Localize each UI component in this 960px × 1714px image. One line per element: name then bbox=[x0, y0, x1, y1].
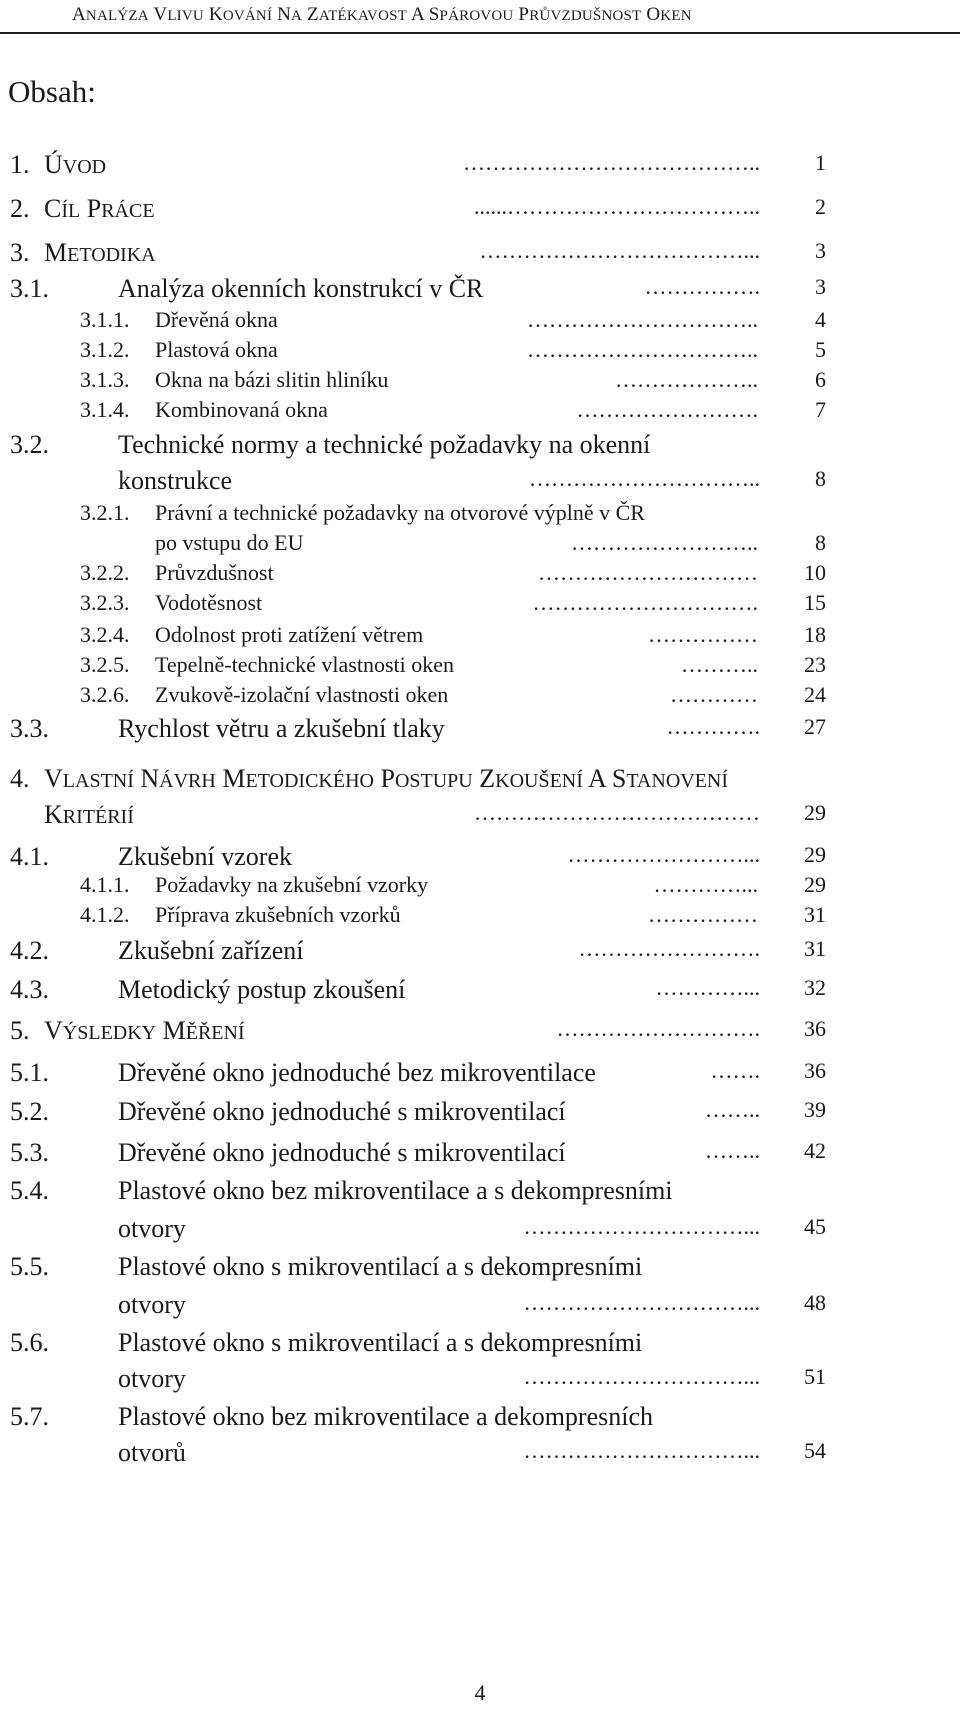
toc-leader-dots: ………………………. bbox=[556, 1016, 760, 1041]
toc-leader-dots: ……………………... bbox=[567, 842, 760, 867]
toc-entry-label: Plastové okno s mikroventilací a s dekompresními bbox=[118, 1328, 643, 1357]
toc-leader-dots: ……….. bbox=[681, 652, 758, 677]
toc-page-number: 15 bbox=[804, 590, 826, 615]
toc-leader-dots: ………………………………… bbox=[474, 800, 760, 825]
toc-entry-label: Analýza okenních konstrukcí v ČR bbox=[118, 274, 484, 303]
toc-entry-number: 3.2.1. bbox=[80, 500, 130, 525]
toc-entry-label: Dřevěné okno jednoduché bez mikroventilace bbox=[118, 1058, 596, 1087]
toc-entry-label: po vstupu do EU bbox=[155, 530, 304, 555]
toc-entry-label: Dřevěná okna bbox=[155, 307, 278, 332]
toc-entry-number: 5.1. bbox=[10, 1058, 49, 1087]
toc-entry-number: 5. bbox=[10, 1016, 30, 1045]
toc-entry[interactable] bbox=[0, 714, 960, 750]
toc-entry-number: 3.2.3. bbox=[80, 590, 130, 615]
toc-page-number: 2 bbox=[815, 194, 826, 219]
toc-entry-number: 3. bbox=[10, 238, 30, 267]
toc-leader-dots: …………. bbox=[666, 714, 760, 739]
toc-leader-dots: …………… bbox=[648, 622, 758, 647]
toc-title: Obsah: bbox=[8, 74, 96, 109]
toc-entry-label: konstrukce bbox=[118, 466, 233, 495]
toc-page-number: 48 bbox=[804, 1290, 826, 1315]
toc-entry-number: 3.2.5. bbox=[80, 652, 130, 677]
toc-page-number: 4 bbox=[815, 307, 826, 332]
toc-entry-number: 5.5. bbox=[10, 1252, 49, 1281]
toc-entry-number: 3.2. bbox=[10, 430, 49, 459]
toc-entry-number: 5.2. bbox=[10, 1097, 49, 1126]
toc-entry[interactable] bbox=[0, 800, 960, 836]
toc-entry-label: KRITÉRIÍ bbox=[44, 800, 134, 829]
toc-entry-label: VÝSLEDKY MĚŘENÍ bbox=[44, 1016, 245, 1045]
toc-page-number: 54 bbox=[804, 1438, 826, 1463]
toc-entry-label: Příprava zkušebních vzorků bbox=[155, 902, 401, 927]
toc-entry-label: otvory bbox=[118, 1214, 186, 1243]
toc-page-number: 6 bbox=[815, 367, 826, 392]
toc-entry[interactable] bbox=[0, 1364, 960, 1400]
toc-entry-number: 3.2.2. bbox=[80, 560, 130, 585]
toc-leader-dots: ………………………….. bbox=[527, 337, 758, 362]
toc-leader-dots: ………………………….. bbox=[527, 307, 758, 332]
toc-entry-label: Požadavky na zkušební vzorky bbox=[155, 872, 429, 897]
toc-leader-dots: ………………………….. bbox=[529, 466, 760, 491]
toc-page-number: 1 bbox=[815, 150, 826, 175]
toc-page-number: 18 bbox=[804, 622, 826, 647]
running-title: ANALÝZA VLIVU KOVÁNÍ NA ZATÉKAVOST A SPÁROVOU PRŮVZDUŠNOST OKEN bbox=[72, 4, 692, 25]
toc-page-number: 32 bbox=[804, 975, 826, 1000]
toc-leader-dots: …………… bbox=[648, 902, 758, 927]
toc-entry[interactable] bbox=[0, 1176, 960, 1212]
toc-entry-number: 4.2. bbox=[10, 936, 49, 965]
toc-page-number: 23 bbox=[804, 652, 826, 677]
toc-page-number: 24 bbox=[804, 682, 826, 707]
toc-entry-number: 4.1.2. bbox=[80, 902, 130, 927]
toc-leader-dots: …………………………... bbox=[523, 1290, 760, 1315]
toc-entry[interactable] bbox=[0, 1214, 960, 1250]
toc-entry-number: 3.1. bbox=[10, 274, 49, 303]
toc-leader-dots: ……………….. bbox=[615, 367, 758, 392]
toc-entry-label: Metodický postup zkoušení bbox=[118, 975, 406, 1004]
toc-entry-number: 5.7. bbox=[10, 1402, 49, 1431]
toc-entry-label: Dřevěné okno jednoduché s mikroventilací bbox=[118, 1138, 566, 1167]
toc-entry-label: Plastové okno bez mikroventilace a dekompresních bbox=[118, 1402, 654, 1431]
toc-leader-dots: …………………………... bbox=[523, 1364, 760, 1389]
toc-entry-label: ÚVOD bbox=[44, 150, 107, 179]
toc-entry[interactable] bbox=[0, 1058, 960, 1094]
toc-entry[interactable] bbox=[0, 682, 960, 718]
toc-entry-label: Zkušební zařízení bbox=[118, 936, 304, 965]
toc-leader-dots: …………... bbox=[655, 975, 760, 1000]
toc-entry-label: CÍL PRÁCE bbox=[44, 194, 155, 223]
toc-entry-label: Plastová okna bbox=[155, 337, 278, 362]
toc-leader-dots: …….. bbox=[705, 1097, 760, 1122]
toc-entry-label: Rychlost větru a zkušební tlaky bbox=[118, 714, 445, 743]
toc-page-number: 10 bbox=[804, 560, 826, 585]
toc-entry[interactable] bbox=[0, 150, 960, 186]
toc-leader-dots: ………………………… bbox=[538, 560, 758, 585]
toc-leader-dots: ……………………. bbox=[576, 397, 758, 422]
toc-entry-label: METODIKA bbox=[44, 238, 156, 267]
toc-entry-label: otvory bbox=[118, 1290, 186, 1319]
toc-leader-dots: ………… bbox=[670, 682, 758, 707]
toc-entry[interactable] bbox=[0, 1328, 960, 1364]
toc-entry-number: 3.1.1. bbox=[80, 307, 130, 332]
toc-page-number: 8 bbox=[815, 530, 826, 555]
toc-entry-label: Technické normy a technické požadavky na okenní bbox=[118, 430, 651, 459]
toc-entry-number: 4.3. bbox=[10, 975, 49, 1004]
toc-entry[interactable] bbox=[0, 1438, 960, 1474]
toc-entry-label: Zkušební vzorek bbox=[118, 842, 293, 871]
toc-leader-dots: …….. bbox=[705, 1138, 760, 1163]
toc-entry-label: Průvzdušnost bbox=[155, 560, 274, 585]
toc-entry-number: 2. bbox=[10, 194, 30, 223]
toc-leader-dots: …………... bbox=[653, 872, 758, 897]
toc-entry-number: 4.1. bbox=[10, 842, 49, 871]
toc-entry-label: otvorů bbox=[118, 1438, 186, 1467]
toc-entry[interactable] bbox=[0, 1016, 960, 1052]
toc-entry-number: 3.2.4. bbox=[80, 622, 130, 647]
toc-leader-dots: …………………………. bbox=[532, 590, 758, 615]
toc-entry[interactable] bbox=[0, 902, 960, 938]
toc-leader-dots: ......…………………………….. bbox=[474, 194, 760, 219]
toc-entry-label: Okna na bázi slitin hliníku bbox=[155, 367, 389, 392]
toc-entry[interactable] bbox=[0, 274, 960, 310]
toc-entry[interactable] bbox=[0, 1138, 960, 1174]
toc-entry[interactable] bbox=[0, 936, 960, 972]
toc-entry-number: 5.4. bbox=[10, 1176, 49, 1205]
toc-entry[interactable] bbox=[0, 238, 960, 274]
toc-leader-dots: ……………. bbox=[644, 274, 760, 299]
toc-entry[interactable] bbox=[0, 975, 960, 1011]
toc-leader-dots: ……. bbox=[710, 1058, 760, 1083]
toc-entry-label: Vodotěsnost bbox=[155, 590, 263, 615]
toc-page-number: 29 bbox=[804, 872, 826, 897]
toc-leader-dots: ………………………………….. bbox=[463, 150, 760, 175]
toc-entry-label: Plastové okno s mikroventilací a s dekompresními bbox=[118, 1252, 643, 1281]
toc-leader-dots: …………………………... bbox=[523, 1214, 760, 1239]
toc-page-number: 42 bbox=[804, 1138, 826, 1163]
toc-entry-number: 3.2.6. bbox=[80, 682, 130, 707]
toc-entry-label: Právní a technické požadavky na otvorové výplně v ČR bbox=[155, 500, 645, 525]
toc-entry[interactable] bbox=[0, 1290, 960, 1326]
toc-entry-label: VLASTNÍ NÁVRH METODICKÉHO POSTUPU ZKOUŠENÍ A STANOVENÍ bbox=[44, 764, 729, 793]
toc-page-number: 31 bbox=[804, 936, 826, 961]
toc-entry[interactable] bbox=[0, 590, 960, 626]
toc-page-number: 45 bbox=[804, 1214, 826, 1239]
toc-page-number: 8 bbox=[815, 466, 826, 491]
toc-entry-label: Kombinovaná okna bbox=[155, 397, 328, 422]
toc-entry[interactable] bbox=[0, 1402, 960, 1438]
toc-entry-number: 1. bbox=[10, 150, 30, 179]
toc-page-number: 3 bbox=[815, 274, 826, 299]
toc-page-number: 29 bbox=[804, 800, 826, 825]
toc-entry[interactable] bbox=[0, 397, 960, 433]
toc-entry-number: 3.1.3. bbox=[80, 367, 130, 392]
toc-entry-number: 3.3. bbox=[10, 714, 49, 743]
toc-entry-label: Odolnost proti zatížení větrem bbox=[155, 622, 424, 647]
toc-page-number: 31 bbox=[804, 902, 826, 927]
toc-leader-dots: ………………………………... bbox=[479, 238, 760, 263]
toc-entry[interactable] bbox=[0, 430, 960, 466]
toc-leader-dots: …………………………... bbox=[523, 1438, 760, 1463]
page-number: 4 bbox=[474, 1680, 486, 1705]
toc-entry-label: Tepelně-technické vlastnosti oken bbox=[155, 652, 455, 677]
toc-page-number: 7 bbox=[815, 397, 826, 422]
toc-entry-number: 4.1.1. bbox=[80, 872, 130, 897]
toc-page-number: 51 bbox=[804, 1364, 826, 1389]
toc-entry-label: Plastové okno bez mikroventilace a s dekompresními bbox=[118, 1176, 673, 1205]
toc-page-number: 5 bbox=[815, 337, 826, 362]
toc-entry-label: Dřevěné okno jednoduché s mikroventilací bbox=[118, 1097, 566, 1126]
toc-entry[interactable] bbox=[0, 764, 960, 800]
toc-entry-number: 3.1.2. bbox=[80, 337, 130, 362]
toc-entry-number: 3.1.4. bbox=[80, 397, 130, 422]
toc-entry-label: Zvukově-izolační vlastnosti oken bbox=[155, 682, 449, 707]
toc-entry-label: otvory bbox=[118, 1364, 186, 1393]
toc-page-number: 27 bbox=[804, 714, 826, 739]
toc-page-number: 3 bbox=[815, 238, 826, 263]
toc-entry[interactable] bbox=[0, 194, 960, 230]
toc-entry[interactable] bbox=[0, 1252, 960, 1288]
toc-page-number: 29 bbox=[804, 842, 826, 867]
toc-entry[interactable] bbox=[0, 1097, 960, 1133]
toc-leader-dots: …………………….. bbox=[571, 530, 758, 555]
toc-entry-number: 4. bbox=[10, 764, 30, 793]
toc-page-number: 36 bbox=[804, 1016, 826, 1041]
toc-page-number: 39 bbox=[804, 1097, 826, 1122]
toc-entry-number: 5.6. bbox=[10, 1328, 49, 1357]
toc-entry[interactable] bbox=[0, 466, 960, 502]
toc-page-number: 36 bbox=[804, 1058, 826, 1083]
toc-leader-dots: ……………………. bbox=[578, 936, 760, 961]
toc-entry-number: 5.3. bbox=[10, 1138, 49, 1167]
